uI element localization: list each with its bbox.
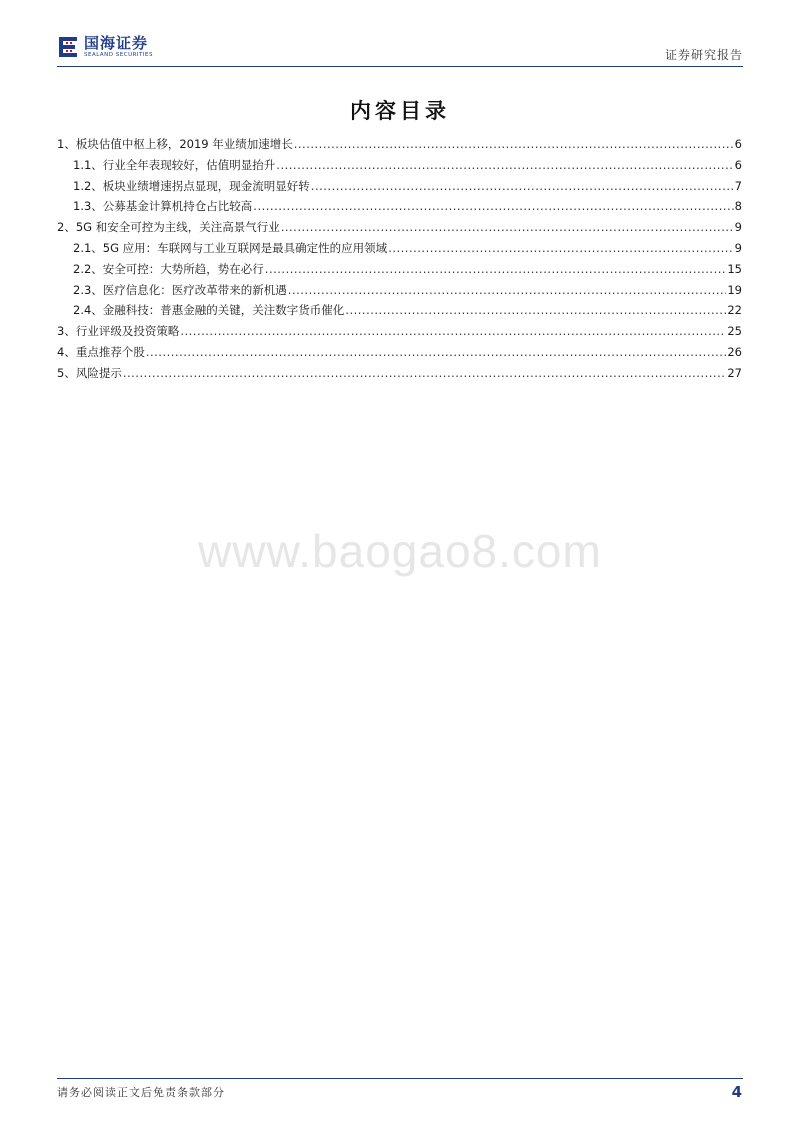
toc-entry-number: 1、 (57, 137, 76, 151)
toc-entry-page: 26 (727, 344, 742, 359)
page-header (57, 34, 743, 68)
toc-entry-number: 2.2、 (73, 261, 103, 276)
logo-company-name: 国海证券 (84, 34, 149, 52)
toc-entry-label: 行业评级及投资策略 (75, 324, 180, 339)
logo-english-name: SEALAND SECURITIES (84, 52, 154, 58)
toc-entry-label: 行业全年表现较好，估值明显抬升 (102, 157, 276, 172)
toc-leader-dots (388, 238, 733, 259)
toc-leader-dots (345, 300, 726, 321)
toc-entry[interactable] (57, 342, 742, 363)
report-type-label: 证券研究报告 (664, 48, 743, 62)
footer-divider (57, 1078, 743, 1079)
sealand-logo-icon (57, 34, 79, 60)
toc-entry[interactable] (57, 280, 742, 301)
toc-entry[interactable] (57, 321, 742, 342)
toc-entry-page: 7 (734, 178, 742, 193)
toc-entry-page: 15 (727, 261, 742, 276)
toc-entry-number: 1.2、 (73, 178, 103, 193)
toc-entry-page: 6 (734, 157, 742, 172)
toc-entry-label: 安全可控：大势所趋，势在必行 (102, 261, 264, 276)
toc-entry-label: 板块估值中枢上移，2019 年业绩加速增长 (75, 137, 293, 151)
toc-leader-dots (146, 342, 727, 363)
toc-entry-page: 22 (727, 303, 742, 318)
toc-entry-number: 1.1、 (73, 157, 103, 172)
toc-leader-dots (276, 155, 733, 176)
toc-entry[interactable] (57, 134, 742, 155)
toc-entry-number: 3、 (57, 324, 76, 339)
toc-entry-label: 板块业绩增速拐点显现，现金流明显好转 (102, 178, 310, 193)
toc-entry-label: 公募基金计算机持仓占比较高 (102, 199, 253, 214)
toc-leader-dots (294, 134, 734, 155)
toc-leader-dots (311, 176, 734, 197)
toc-entry-page: 25 (727, 324, 742, 339)
toc-leader-dots (288, 280, 727, 301)
toc-entry-page: 9 (734, 240, 742, 255)
toc-entry[interactable] (57, 238, 742, 259)
toc-entry[interactable] (57, 259, 742, 280)
toc-entry[interactable] (57, 217, 742, 238)
toc-entry-label: 5G 和安全可控为主线，关注高景气行业 (75, 220, 280, 235)
toc-entry[interactable] (57, 176, 742, 197)
toc-leader-dots (180, 321, 726, 342)
toc-entry-number: 2、 (57, 220, 76, 235)
toc-entry[interactable] (57, 155, 742, 176)
toc-entry-number: 4、 (57, 344, 76, 359)
toc-entry[interactable] (57, 363, 742, 384)
toc-entry-number: 5、 (57, 365, 76, 380)
toc-entry-number: 2.1、 (73, 240, 103, 255)
toc-entry-label: 重点推荐个股 (75, 344, 145, 359)
toc-entry-label: 金融科技：普惠金融的关键，关注数字货币催化 (102, 303, 345, 318)
toc-entry-label: 5G 应用：车联网与工业互联网是最具确定性的应用领域 (102, 240, 388, 255)
toc-title: 内容目录 (350, 99, 450, 123)
page-number: 4 (731, 1083, 742, 1101)
toc-entry-label: 风险提示 (75, 365, 122, 380)
toc-leader-dots (123, 363, 727, 384)
toc-entry-page: 27 (727, 365, 742, 380)
toc-entry-page: 8 (734, 199, 742, 214)
header-divider (57, 66, 743, 67)
toc-entry-number: 1.3、 (73, 199, 103, 214)
footer-disclaimer: 请务必阅读正文后免责条款部分 (57, 1086, 225, 1099)
toc-entry-page: 9 (734, 220, 742, 235)
toc-entry[interactable] (57, 196, 742, 217)
company-logo (57, 34, 153, 60)
table-of-contents (57, 134, 742, 384)
toc-leader-dots (265, 259, 727, 280)
toc-leader-dots (253, 196, 733, 217)
toc-entry-page: 6 (734, 137, 742, 151)
toc-leader-dots (281, 217, 734, 238)
toc-entry-number: 2.4、 (73, 303, 103, 318)
watermark: www.baogao8.com (198, 525, 602, 577)
toc-entry-label: 医疗信息化：医疗改革带来的新机遇 (102, 282, 287, 297)
toc-entry-page: 19 (727, 282, 742, 297)
toc-entry-number: 2.3、 (73, 282, 103, 297)
toc-entry[interactable] (57, 300, 742, 321)
